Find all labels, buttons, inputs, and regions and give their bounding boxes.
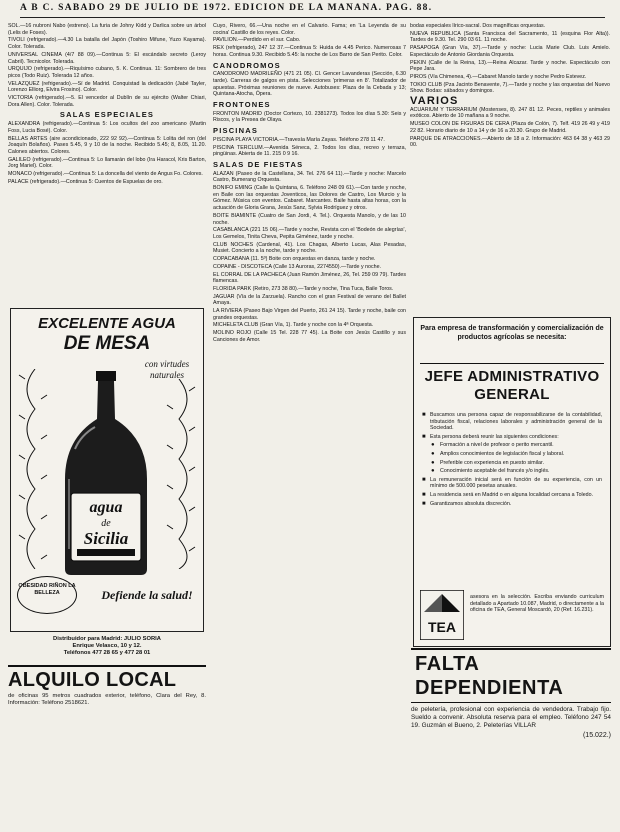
listing: URQUIJO (refrigerado).—Riquísimo cubano, 5. K. Continua. 11: Sombrero de tres picos (Todo Ruiz). Tolerada 12 años.	[8, 66, 206, 79]
list-item	[422, 501, 602, 508]
section-heading-canodromos: CANODROMOS	[213, 60, 281, 70]
list-item	[422, 434, 602, 441]
bullet-icon: ■	[422, 491, 426, 498]
listing: BOITE BIAMINTE (Cuatro de San Jordi, 4. Tel.). Orquesta Manolo, y de las 10 noche.	[213, 212, 406, 226]
bullet-icon: ●	[431, 442, 435, 449]
listing: PISCINA PLAYA VICTORIA.—Travesía María Zayas. Teléfono 278 11 47.	[213, 136, 385, 143]
listing: PARQUE DE ATRACCIONES.—Abierto de 18 a 2. Información: 463 64 38 y 463 29 00.	[410, 135, 610, 149]
listing: FRONTON MADRID (Doctor Cortezo, 10. 2381273). Todos los días 5.30: Seis y Riscos, y la Presea de Olaya.	[213, 110, 406, 124]
bullet-icon: ●	[431, 450, 435, 457]
bottle-label-sicilia: Sicilia	[83, 529, 129, 548]
distributor-line: Teléfonos 477 28 65 y 477 28 01	[63, 650, 151, 656]
listing: FLORIDA PARK (Retiro, 273 38 80).—Tarde y noche, Tina Tuca, Baile Toros.	[213, 285, 394, 292]
list-item	[422, 468, 602, 475]
ornament-left	[15, 369, 49, 569]
bottle-illustration	[51, 369, 161, 579]
listing: JAGUAR (Vía de la Zarzuela). Rancho con el gran Festival de verano del Ballet Amaya.	[213, 293, 406, 307]
divider	[8, 665, 206, 667]
distributor-line: Enrique Velasco, 10 y 12.	[72, 643, 142, 649]
listing: MUSEO COLON DE FIGURAS DE CERA (Plaza de Colón, 7). Telf. 419 26 49 y 419 22 82. Horario diario de 10 a 14 y de 16 a 20.30. Grupo de Madrid.	[410, 121, 610, 134]
item-text: Buscamos una persona capaz de responsabilizarse de la contabilidad, tributación fiscal, relaciones laborales y administración general de la Sociedad.	[430, 412, 602, 432]
listing: PAVILION.—Perdido en el sur. Cabo.	[213, 37, 301, 44]
listing: COPAINE - DISCOTECA (Calle 13 Auroras, 2274550).—Tarde y noche.	[213, 263, 382, 270]
list-item	[422, 460, 602, 467]
ad-falta-dependienta	[411, 648, 611, 816]
job-title: JEFE ADMINISTRATIVO GENERAL	[424, 368, 600, 403]
item-text: Formación a nivel de profesor o perito mercantil.	[440, 442, 554, 449]
ad-agua-de-sicilia	[10, 308, 204, 632]
bullet-icon: ■	[422, 500, 426, 507]
listing: VELAZQUEZ (refrigerado).—Sí de Madrid. Conquistad la dedicación (Jabé Tayler, Lorenzo Elliorg, Elvira Frosino). Color.	[8, 80, 206, 94]
listing: BELLAS ARTES (aire acondicionado, 222 92 92).—Continua 5: Lolita del ron (del Joaquín Bolaños). Pases 5.45, 9 y 10 de la noche. Recibido 5.45; 8, 8.05, 11.20. Calones abiertos. Colores.	[8, 135, 206, 155]
bullet-icon: ●	[431, 459, 435, 466]
ad-jefe-administrativo	[413, 317, 611, 647]
item-text: La residencia será en Madrid o en alguna localidad cercana a Toledo.	[430, 491, 594, 498]
item-text: Conocimiento aceptable del francés y/o inglés.	[440, 468, 550, 475]
list-item	[422, 442, 602, 449]
section-heading-piscinas: PISCINAS	[213, 126, 259, 136]
column-right	[410, 23, 610, 308]
bullet-icon: ●	[431, 468, 435, 475]
tea-text: asesora en la selección. Escriba enviando curriculum detallado a Apartado 10.087, Madrid, o directamente a la oficina de TEA, General Moscardó, 20 (Ref. 16.231).	[470, 594, 604, 614]
falta-title: FALTA DEPENDIENTA	[411, 648, 611, 703]
listing: SOL.—16 nubroni Nabo (estreno). La furia de Johny Kidd y Darlica sobre un árbol (Lelis de Foses).	[8, 23, 206, 36]
item-text: La remuneración inicial será en función de su experiencia, con un mínimo de 500.000 pesetas anuales.	[430, 476, 602, 490]
listing: VICTORIA (refrigerado).—5. El vencedor al Dublín de su ejército (Walter Chiari, Dora Allen). Color. Tolerada.	[8, 95, 206, 108]
listing: MICHELETA CLUB (Gran Vía, 1). Tarde y noche con la 4ª Orquesta.	[213, 322, 374, 329]
job-intro: Para empresa de transformación y comercialización de productos agrícolas se necesita:	[420, 325, 604, 341]
item-text: Esta persona deberá reunir las siguientes condiciones:	[430, 433, 559, 440]
listing: CANODROMO MADRILEÑO (471 21 05). Cl. Gencer Lavanderas (Sección, 6.30 tarde). Carreras de galgos en pista. Selecciones 'primeras en 8'. Totalizador de apuestas. Próximas reuniones de nueve. Autobuses: Plaza de la Cebada y 13; Quintana-Atocha, Ópera.	[213, 71, 406, 98]
alquilo-title: ALQUILO LOCAL	[8, 669, 177, 691]
ad-slogan: Defiende la salud!	[101, 588, 193, 602]
bottle-label-agua: agua	[89, 499, 123, 516]
badge-obesidad: OBESIDAD RIÑON LA BELLEZA	[17, 576, 77, 614]
bullet-icon: ■	[422, 433, 426, 440]
ornament-right	[165, 379, 199, 569]
bullet-icon: ■	[422, 412, 426, 418]
listing: CLUB NOCHES (Cardenal, 41). Los Chagas, Alberto Lucas, Alas Pesadas, Musiet. Concierto a la noche, tarde y noche.	[213, 241, 406, 255]
listing: PIROS (Vía Chimenea, 4).—Cabaret Manolo tarde y noche Pedro Estevez.	[410, 73, 587, 80]
page-header: A B C. SABADO 29 DE JULIO DE 1972. EDICION DE LA MAÑANA. PAG. 88.	[20, 3, 605, 18]
falta-body: de peletería, profesional con experiencia de vendedora. Trabajo fijo. Sueldo a convenir. Absoluta reserva para el empleo. Teléfono 247 54 19. Guzmán el Bueno, 2. Peleterías VILLAR	[411, 706, 611, 729]
job-requirements	[422, 412, 602, 509]
listing: Cuyo, Rivero, 66.—Una noche en el Calvario. Fama; en 'La Leyenda de su cocina' Castillo de los reyes. Color.	[213, 23, 406, 36]
listing: ACUARIUM Y TERRARIUM (Mostenses, 8). 247 81 12. Peces, reptiles y animales exóticos. Abierto de 10 mañana a 9 noche.	[410, 106, 610, 120]
bottle-label-de: de	[101, 518, 111, 529]
listing: LA RIVIERA (Paseo Bajo Virgen del Puerto, 261 24 15). Tarde y noche, baile con grandes orquestas.	[213, 308, 406, 321]
listing: ALEXANDRA (refrigerado).—Continua 5: Los ocultos del zoo americano (Martin Foss, Lucia Bosé). Color.	[8, 121, 206, 134]
column-middle	[213, 23, 406, 829]
listing: bodas especiales lírico-sacral. Dos magníficas orquestas.	[410, 23, 546, 29]
distributor-info	[8, 636, 206, 657]
listing: NUEVA REPUBLICA (Santa Francisca del Sacramento, 11 (esquina Flor Alta)). Tardes de 9.30. Tel. 290 03 61. 11 noche.	[410, 30, 610, 44]
listing: CASABLANCA (221 15 06).—Tarde y noche, Revista con el 'Bodeón de alegrías', Los Gemelos, Tinita Cheva, Pepita Giménez, tarde y noche.	[213, 227, 406, 240]
listing: PISCINA TERCLUM.—Avenida Séneca, 2. Todos los días, recreo y terraza, pingüinas. Abierta de 11. 215 0 9 16.	[213, 144, 406, 158]
list-item	[422, 412, 602, 432]
listing: ALAZAN (Paseo de la Castellana, 34. Tel. 276 64 11).—Tarde y noche: Marcelo Castro, Bumerang Orquesta.	[213, 170, 406, 184]
listing: EL CORRAL DE LA PACHECA (Juan Ramón Jiménez, 26, Tel. 259 09 79). Tardes flamencas.	[213, 271, 406, 285]
tea-logo-text: TEA	[428, 619, 456, 635]
falta-ref: (15.022.)	[582, 732, 611, 739]
listing: REX (refrigerado), 247 12 37.—Continua 5: Huida de 4.45 Perico. Numerosas 7 horas. Continua 9.30. Recibido 5.45: la noche de Los Barro de San Perito. Color.	[213, 45, 406, 58]
section-heading-fiestas: SALAS DE FIESTAS	[213, 159, 304, 169]
ad-tag: con virtudes naturales	[144, 359, 190, 380]
item-text: Garantizamos absoluta discreción.	[430, 500, 512, 507]
section-heading-salas: SALAS ESPECIALES	[59, 110, 155, 120]
listing: UNIVERSAL CINEMA (4/7 88 09).—Continua 5: El escándalo secreto (Leroy Cabril). Tecnicolor. Tolerada.	[8, 51, 206, 65]
list-item	[422, 477, 602, 490]
listing: GALILEO (refrigerado).—Continua 5: Lo llamarán del lobo (Ira Haracol, Kris Barton, Jorg Mariel). Color.	[8, 156, 206, 170]
ad-brand-line2: DE MESA	[63, 333, 151, 354]
listing: MONACO (refrigerado).—Continua 5: La doncella del viento de Angus Fo. Colores.	[8, 171, 203, 178]
alquilo-body: de oficinas 95 metros cuadrados exterior, teléfono, Clara del Rey, 8. Información: Teléfono 2518621.	[8, 693, 206, 706]
bullet-icon: ■	[422, 476, 426, 483]
distributor-line: Distribuidor para Madrid: JULIO SORIA	[53, 636, 161, 642]
listing: PEKIN (Calle de la Reina, 13).—Reina Alcazar. Tarde y noche. Espectáculo con Pepe Jara.	[410, 59, 610, 73]
ad-brand-line1: EXCELENTE AGUA	[38, 315, 176, 332]
column-left	[8, 23, 206, 305]
section-heading-frontones: FRONTONES	[213, 100, 271, 110]
item-text: Amplios conocimientos de legislación fiscal y laboral.	[440, 450, 565, 457]
listing: TOKIO CLUB (Pza Jacinto Benavente, 7).—Tarde y noche y las orquestas del Nuevo Show. Bodas: sábados y domingos.	[410, 81, 610, 95]
section-heading-varios: VARIOS	[410, 95, 459, 108]
list-item	[422, 492, 602, 499]
item-text: Preferible con experiencia en puesto similar.	[440, 459, 544, 466]
listing: PALACE (refrigerado).—Continua 5: Cuentos de Espuelas de oro.	[8, 178, 163, 185]
listing: TIVOLI (refrigerado).—4.30 La batalla del Japón (Toshiro Mifune, Yuzo Kayama). Color. Tolerada.	[8, 37, 206, 51]
divider	[420, 363, 604, 364]
listing: BONIFO EMING (Calle la Quintana, 6. Teléfono 248 09 61).—Con tarde y noche, en Baile con las orquestas Joventicos, las Dolores de Castro, Los Murcio y la Gómez. Música con eventos. Cabaret. Marcantes. Baile hasta altas horas, con la actuación de Gloria Grana, Jesús Sanz, Sylvia Rodríguez y otros.	[213, 185, 406, 212]
listing: PASAPOGA (Gran Vía, 37).—Tarde y noche: Lucia Marie Club. Luis Amielo. Espectáculo de Antonio Giordania Orquesta.	[410, 45, 610, 58]
tea-logo-icon	[420, 590, 464, 640]
ad-alquilo-local	[8, 665, 206, 815]
list-item	[422, 451, 602, 458]
listing: MOLINO ROJO (Calle 15 Tel. 228 77 45). La Boite con Jesús Castillo y sus Canciones de Amor.	[213, 330, 406, 343]
listing: COPACABANA (11. 5º) Boite con orquestas en danza, tarde y noche.	[213, 256, 376, 263]
